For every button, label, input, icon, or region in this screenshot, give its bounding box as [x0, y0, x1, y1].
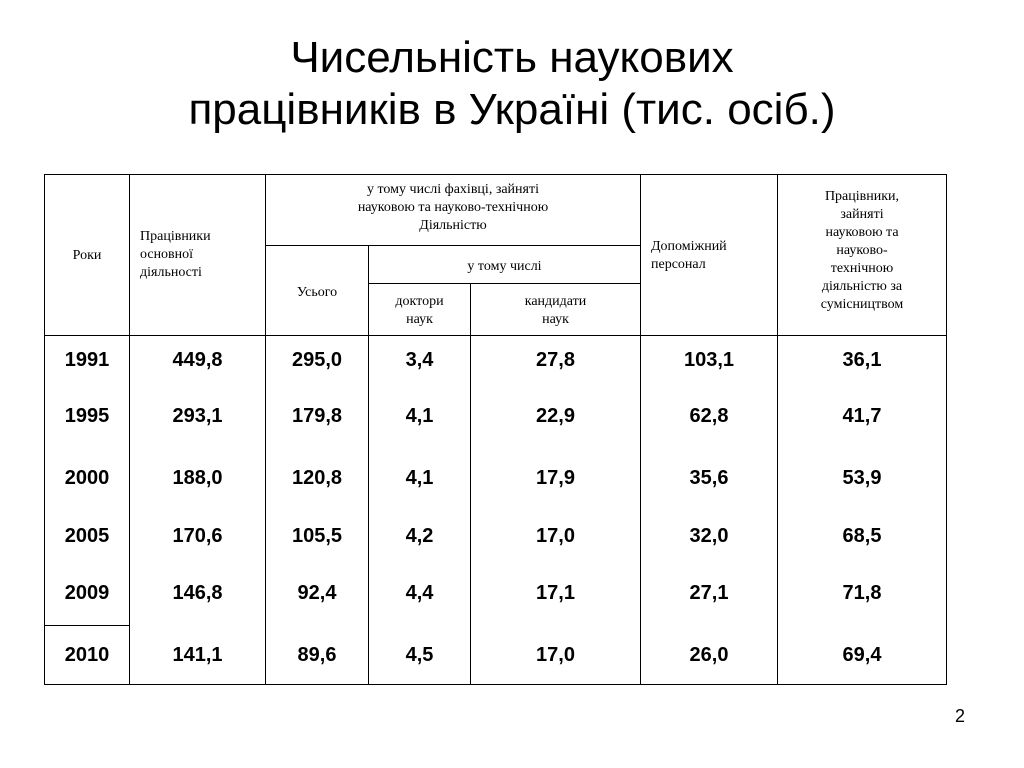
header-part-time: [778, 188, 946, 314]
cell-2010-main-staff: 141,1: [172, 644, 223, 666]
header-part-time-line-1: Працівники,: [824, 189, 900, 204]
column-divider-2: [265, 174, 266, 685]
table-top-border: [44, 174, 947, 175]
cell-2005-candidates: 17,0: [536, 525, 575, 547]
cell-2000-total: 120,8: [291, 467, 343, 489]
cell-2000-support: 35,6: [689, 467, 729, 489]
cell-2010-total: 89,6: [297, 644, 337, 666]
cell-2005-part-time: 68,5: [842, 525, 882, 547]
header-candidates-line-1: кандидати: [524, 294, 587, 309]
cell-1991-part-time: 36,1: [842, 349, 882, 371]
cell-1995-year: 1995: [64, 405, 110, 427]
cell-2009-year: 2009: [64, 582, 110, 604]
cell-2005-doctors: 4,2: [405, 525, 434, 547]
column-divider-1: [129, 174, 130, 685]
cell-2005-support: 32,0: [689, 525, 729, 547]
cell-2005-year: 2005: [64, 525, 110, 547]
cell-2010-part-time: 69,4: [842, 644, 882, 666]
cell-2000-candidates: 17,9: [536, 467, 575, 489]
header-part-time-line-5: технічною: [830, 261, 894, 276]
years-2010-divider: [44, 625, 130, 626]
cell-1995-candidates: 22,9: [536, 405, 575, 427]
header-main-staff-line-3: діяльності: [140, 265, 202, 280]
cell-2005-total: 105,5: [291, 525, 343, 547]
cell-1995-total: 179,8: [291, 405, 343, 427]
cell-2009-candidates: 17,1: [536, 582, 575, 604]
header-doctors: [369, 293, 470, 329]
header-support-line-2: персонал: [651, 257, 706, 272]
header-support-line-1: Допоміжний: [651, 239, 727, 254]
header-specialists-line-3: Діяльністю: [419, 218, 487, 233]
cell-1991-year: 1991: [64, 349, 110, 371]
cell-2010-candidates: 17,0: [536, 644, 575, 666]
header-total: Усього: [296, 285, 338, 300]
cell-1995-doctors: 4,1: [405, 405, 434, 427]
cell-1991-total: 295,0: [291, 349, 343, 371]
header-part-time-line-3: науковою та: [825, 225, 899, 240]
header-bottom-border: [44, 335, 947, 336]
page-number: 2: [954, 706, 965, 726]
cell-1995-main-staff: 293,1: [172, 405, 223, 427]
header-main-staff-line-1: Працівники: [140, 229, 211, 244]
header-support: [651, 238, 775, 274]
header-doctors-line-1: доктори: [395, 294, 444, 309]
header-candidates: [471, 293, 640, 329]
cell-2005-main-staff: 170,6: [172, 525, 223, 547]
cell-2010-support: 26,0: [689, 644, 729, 666]
cell-2000-year: 2000: [64, 467, 110, 489]
header-main-staff-line-2: основної: [140, 247, 194, 262]
header-main-staff: [140, 228, 260, 282]
cell-2000-part-time: 53,9: [842, 467, 882, 489]
cell-1995-part-time: 41,7: [842, 405, 882, 427]
cell-1991-main-staff: 449,8: [172, 349, 223, 371]
cell-2009-part-time: 71,8: [842, 582, 882, 604]
header-specialists-line-2: науковою та науково-технічною: [357, 200, 549, 215]
cell-1991-support: 103,1: [683, 349, 735, 371]
header-years: Роки: [72, 248, 102, 263]
cell-2010-year: 2010: [64, 644, 110, 666]
slide-title-line-1: Чисельність наукових: [290, 33, 734, 82]
header-part-time-line-4: науково-: [836, 243, 888, 258]
cell-1991-candidates: 27,8: [536, 349, 575, 371]
cell-2009-total: 92,4: [297, 582, 337, 604]
header-part-time-line-7: сумісництвом: [820, 297, 904, 312]
header-candidates-line-2: наук: [542, 312, 569, 327]
header-doctors-line-2: наук: [406, 312, 433, 327]
cell-2000-doctors: 4,1: [405, 467, 434, 489]
table-bottom-border: [44, 684, 947, 685]
table-right-border: [946, 174, 947, 685]
column-divider-5: [640, 174, 641, 685]
cell-2009-main-staff: 146,8: [172, 582, 223, 604]
header-including: у тому числі: [467, 259, 542, 274]
cell-2000-main-staff: 188,0: [172, 467, 223, 489]
slide-title-line-2: працівників в Україні (тис. осіб.): [188, 85, 836, 134]
specialists-header-divider: [265, 245, 640, 246]
cell-1995-support: 62,8: [689, 405, 729, 427]
including-header-divider: [368, 283, 640, 284]
cell-1991-doctors: 3,4: [405, 349, 434, 371]
cell-2010-doctors: 4,5: [405, 644, 434, 666]
header-specialists-line-1: у тому числі фахівці, зайняті: [367, 182, 539, 197]
header-part-time-line-6: діяльністю за: [821, 279, 903, 294]
header-specialists-group: [266, 181, 640, 235]
cell-2009-support: 27,1: [689, 582, 729, 604]
header-part-time-line-2: зайняті: [840, 207, 884, 222]
cell-2009-doctors: 4,4: [405, 582, 434, 604]
